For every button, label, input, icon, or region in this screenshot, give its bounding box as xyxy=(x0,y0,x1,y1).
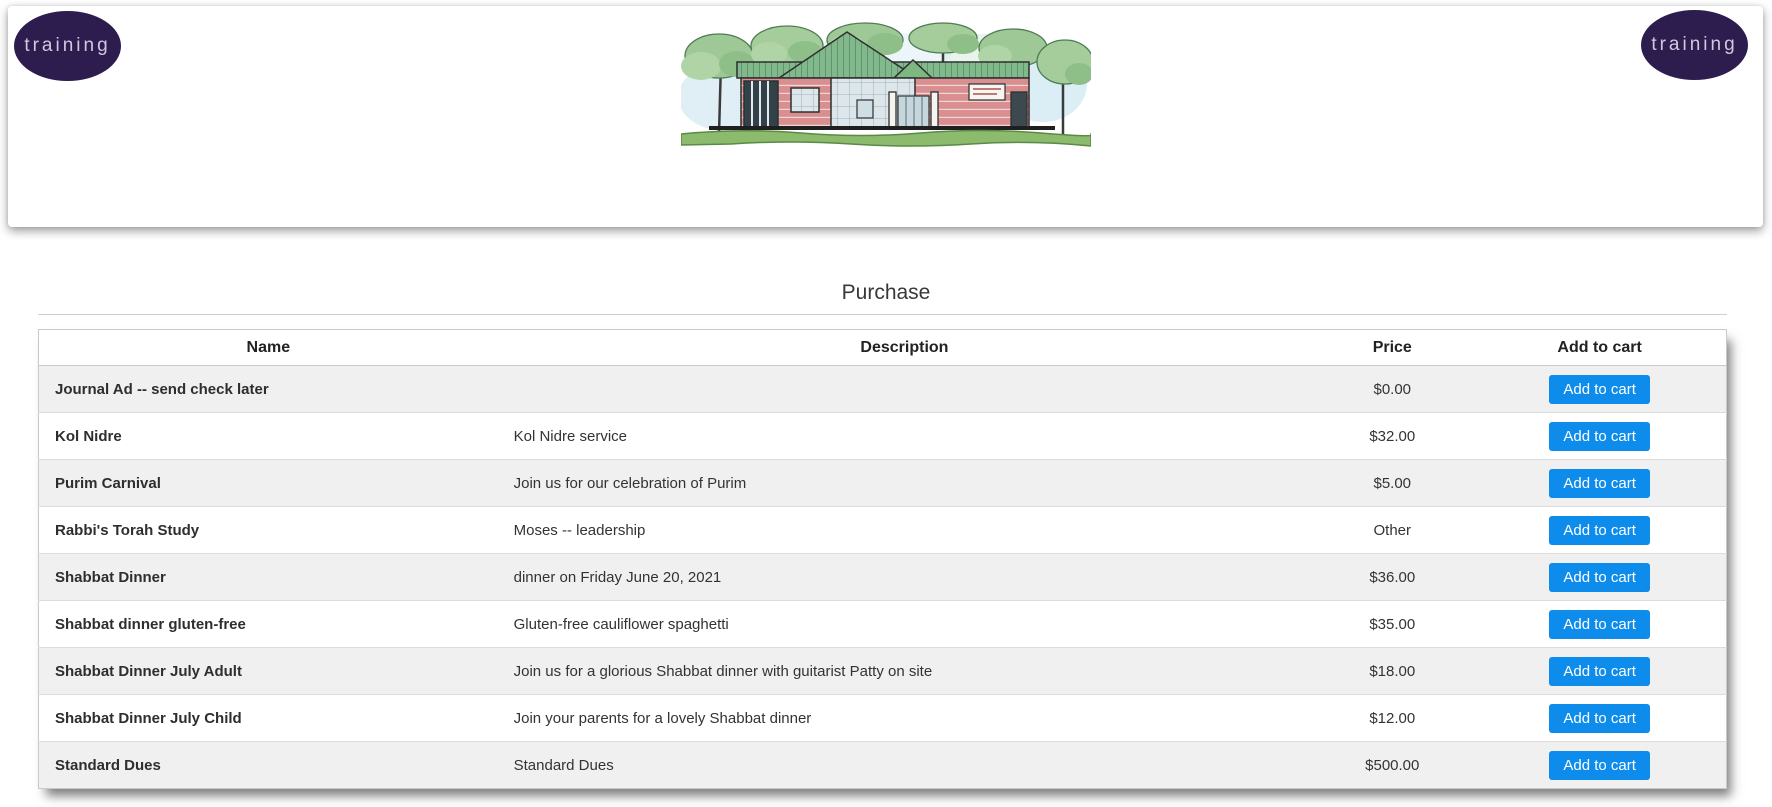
item-description: Moses -- leadership xyxy=(498,507,1312,554)
item-description: Join us for a glorious Shabbat dinner with guitarist Patty on site xyxy=(498,648,1312,695)
add-to-cart-button[interactable]: Add to cart xyxy=(1549,657,1650,686)
table-row xyxy=(39,695,1727,742)
table-row xyxy=(39,460,1727,507)
building-illustration-svg xyxy=(681,22,1091,160)
add-to-cart-button[interactable]: Add to cart xyxy=(1549,563,1650,592)
item-price: $36.00 xyxy=(1311,554,1473,601)
table-row xyxy=(39,554,1727,601)
item-name: Shabbat Dinner July Adult xyxy=(39,648,498,695)
item-price: $0.00 xyxy=(1373,380,1412,398)
item-name: Standard Dues xyxy=(39,742,498,789)
item-price: $18.00 xyxy=(1311,648,1473,695)
add-to-cart-button[interactable]: Add to cart xyxy=(1549,751,1650,780)
training-logo-right-text: training xyxy=(1651,34,1738,55)
item-description: Gluten-free cauliflower spaghetti xyxy=(498,601,1312,648)
item-description: Kol Nidre service xyxy=(498,413,1312,460)
table-row xyxy=(39,601,1727,648)
column-header-name: Name xyxy=(39,330,498,366)
item-description: dinner on Friday June 20, 2021 xyxy=(498,554,1312,601)
title-divider xyxy=(38,314,1727,315)
item-price: $5.00 xyxy=(1311,460,1473,507)
table-row xyxy=(39,648,1727,695)
table-row xyxy=(39,366,1727,413)
column-header-description: Description xyxy=(498,330,1312,366)
table-row xyxy=(39,413,1727,460)
add-to-cart-button[interactable]: Add to cart xyxy=(1549,422,1650,451)
add-to-cart-button[interactable]: Add to cart xyxy=(1549,469,1650,498)
training-logo-right xyxy=(1641,10,1748,80)
item-description: Join us for our celebration of Purim xyxy=(498,460,1312,507)
purchase-table xyxy=(38,329,1727,789)
item-name: Shabbat dinner gluten-free xyxy=(39,601,498,648)
column-header-add-to-cart: Add to cart xyxy=(1473,330,1726,366)
item-name: Kol Nidre xyxy=(39,413,498,460)
item-price: $500.00 xyxy=(1311,742,1473,789)
column-header-price: Price xyxy=(1311,330,1473,366)
add-to-cart-button[interactable]: Add to cart xyxy=(1549,610,1650,639)
add-to-cart-button[interactable]: Add to cart xyxy=(1549,516,1650,545)
training-logo-left-text: training xyxy=(24,35,111,56)
item-price: $12.00 xyxy=(1311,695,1473,742)
table-body xyxy=(39,366,1727,789)
item-description: Standard Dues xyxy=(498,742,1312,789)
item-name: Rabbi's Torah Study xyxy=(39,507,498,554)
table-row xyxy=(39,742,1727,789)
header-banner xyxy=(8,6,1763,227)
training-logo-left xyxy=(14,11,121,81)
item-price: $35.00 xyxy=(1311,601,1473,648)
item-price: Other xyxy=(1311,507,1473,554)
item-description xyxy=(498,366,1312,413)
building-illustration xyxy=(681,22,1091,160)
table-header-row xyxy=(39,330,1727,366)
item-name: Shabbat Dinner July Child xyxy=(39,695,498,742)
page-title: Purchase xyxy=(841,281,931,304)
item-name: Journal Ad -- send check later xyxy=(55,380,269,398)
item-description: Join your parents for a lovely Shabbat dinner xyxy=(498,695,1312,742)
table-row xyxy=(39,507,1727,554)
add-to-cart-button[interactable]: Add to cart xyxy=(1549,375,1650,404)
item-price: $32.00 xyxy=(1311,413,1473,460)
add-to-cart-button[interactable]: Add to cart xyxy=(1549,704,1650,733)
item-name: Purim Carnival xyxy=(39,460,498,507)
item-name: Shabbat Dinner xyxy=(39,554,498,601)
